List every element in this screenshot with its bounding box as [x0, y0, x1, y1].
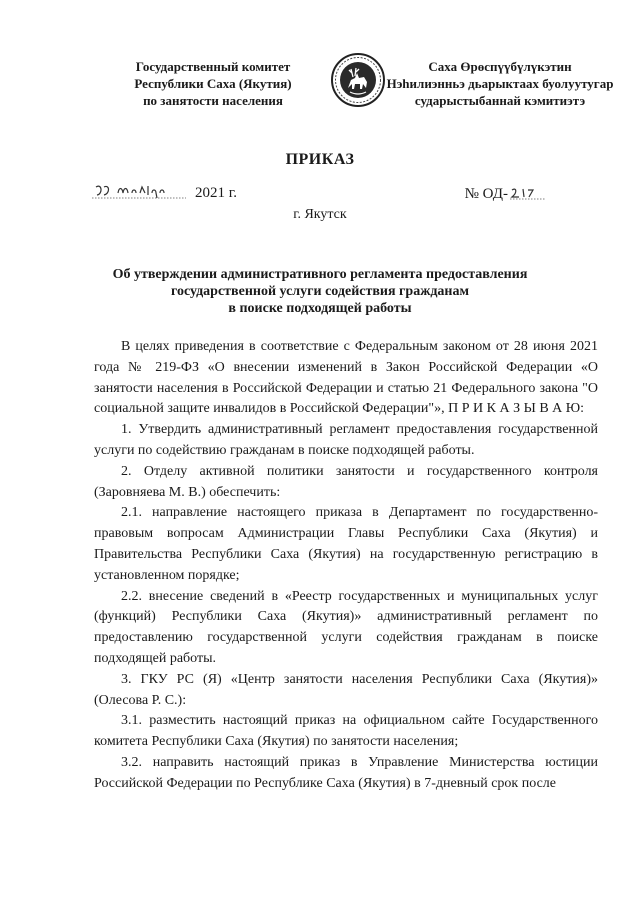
date-year: 2021 г.: [195, 185, 237, 201]
issuer-name-russian: [118, 58, 308, 109]
issuer-name-yakut: [385, 58, 615, 109]
clause-1: 1. Утвердить административный регламент предоставления государственной услуги по содействию гражданам в поиске подходящей работы.: [94, 422, 598, 458]
date-number-row: [88, 185, 548, 203]
clause-2-1: 2.1. направление настоящего приказа в Департамент по государственно-правовым вопросам Администрации Главы Республики Саха (Якутия) и Правительства Республики Саха (Якутия) на государственную регистрацию в установленном порядке;: [94, 505, 598, 583]
clause-3: 3. ГКУ РС (Я) «Центр занятости населения Республики Саха (Якутия)» (Олесова Р. С.):: [94, 671, 598, 708]
order-subject: [70, 266, 570, 317]
subject-line: в поиске подходящей работы: [228, 301, 412, 316]
order-number: [465, 185, 548, 203]
subject-line: Об утверждении административного регламента предоставления: [112, 267, 528, 282]
clause-2: 2. Отделу активной политики занятости и государственного контроля (Заровняева М. В.) обеспечить:: [94, 463, 598, 500]
coat-of-arms-icon: [331, 52, 385, 108]
clause-3-1: 3.1. разместить настоящий приказ на официальном сайте Государственного комитета Республики Саха (Якутия) по занятости населения;: [94, 713, 598, 750]
issuer-line: сударыстыбаннай кэмитиэтэ: [414, 93, 586, 108]
document-type: ПРИКАЗ: [285, 151, 355, 168]
handwritten-order-number: [508, 185, 548, 201]
preamble-paragraph: В целях приведения в соответствие с Федеральным законом от 28 июня 2021 года № 219-ФЗ «О внесении изменений в Закон Российской Федерации «О занятости населения в Российской Федерации и статью 21 Федерального закона "О социальной защите инвалидов в Российской Федерации"», П Р И К А З Ы В А Ю:: [94, 339, 598, 417]
order-number-prefix: № ОД-: [464, 186, 508, 202]
clause-2-2: 2.2. внесение сведений в «Реестр государственных и муниципальных услуг (функций) Республики Саха (Якутия)» административный регламент по предоставлению государственной услуги содействия гражданам в поиске подходящей работы.: [94, 588, 598, 666]
issuer-line: Нэһилиэнньэ дьарыктаах буолуутугар: [386, 76, 614, 91]
issuer-line: Государственный комитет: [135, 59, 291, 74]
handwritten-date: [88, 181, 188, 203]
issuer-line: Республики Саха (Якутия): [134, 76, 292, 91]
issuer-line: Саха Өрөспүүбүлүкэтин: [428, 59, 572, 74]
city: г. Якутск: [293, 207, 347, 222]
clause-3-2: 3.2. направить настоящий приказ в Управление Министерства юстиции Российской Федерации по Республике Саха (Якутия) в 7-дневный срок после: [94, 754, 598, 791]
subject-line: государственной услуги содействия гражданам: [170, 284, 470, 299]
order-body: [94, 337, 598, 795]
issuer-line: по занятости населения: [143, 93, 283, 108]
